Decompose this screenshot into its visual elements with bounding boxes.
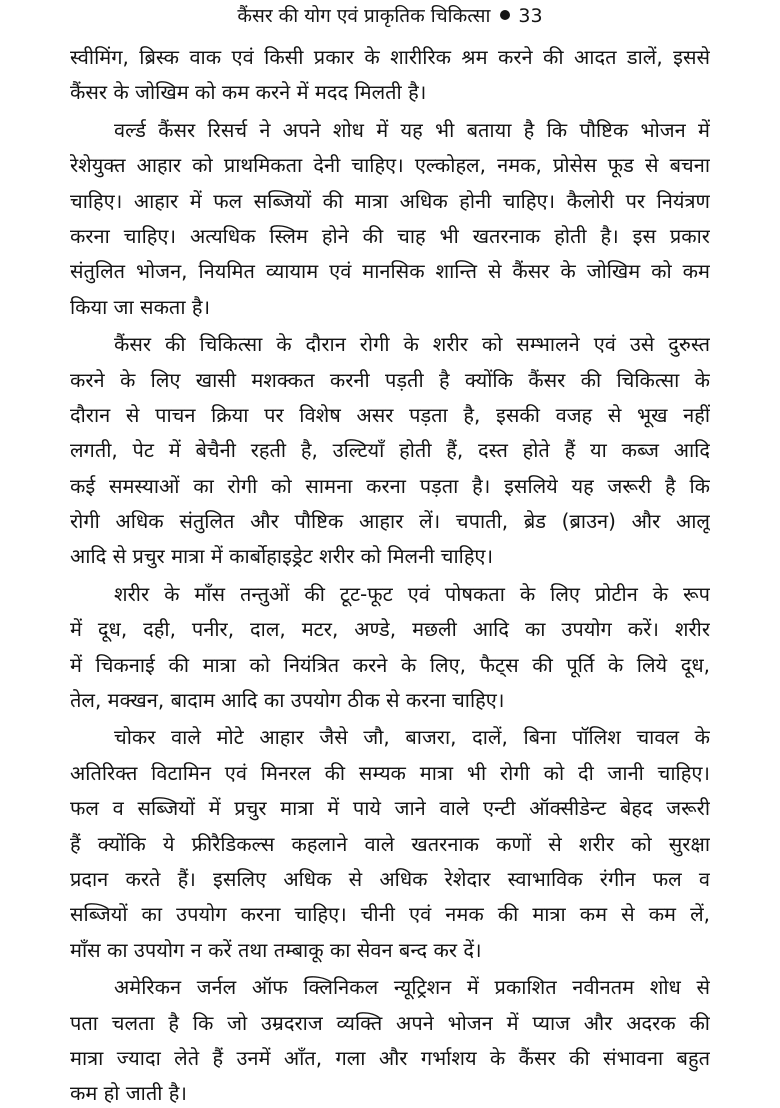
text-line: कम हो जाती है।: [70, 1081, 187, 1106]
text-line: कैंसर के जोखिम को कम करने में मदद मिलती है।: [70, 80, 427, 105]
book-title: कैंसर की योग एवं प्राकृतिक चिकित्सा: [237, 5, 491, 27]
text-line: अमेरिकन जर्नल ऑफ क्लिनिकल न्यूट्रिशन में प्रकाशित नवीनतम शोध से: [114, 975, 710, 1000]
text-line: अतिरिक्त विटामिन एवं मिनरल की सम्यक मात्रा भी रोगी को दी जानी चाहिए।: [70, 760, 710, 785]
text-line: चाहिए। आहार में फल सब्जियों की मात्रा अधिक होनी चाहिए। कैलोरी पर नियंत्रण: [70, 188, 710, 213]
text-line: मात्रा ज्यादा लेते हैं उनमें आँत, गला और गर्भाशय के कैंसर की संभावना बहुत: [70, 1045, 710, 1070]
page-number: 33: [518, 5, 543, 27]
text-line: कई समस्याओं का रोगी को सामना करना पड़ता है। इसलिये यह जरूरी है कि: [70, 473, 710, 498]
text-line: कैंसर की चिकित्सा के दौरान रोगी के शरीर को सम्भालने एवं उसे दुरुस्त: [114, 332, 710, 357]
text-line: शरीर के माँस तन्तुओं की टूट-फूट एवं पोषकता के लिए प्रोटीन के रूप: [114, 581, 710, 606]
text-line: लगती, पेट में बेचैनी रहती है, उल्टियाँ होती हैं, दस्त होते हैं या कब्ज आदि: [70, 438, 710, 463]
text-line: सब्जियों का उपयोग करना चाहिए। चीनी एवं नमक की मात्रा कम से कम लें,: [70, 902, 710, 927]
paragraph: [70, 970, 710, 1108]
text-line: तेल, मक्खन, बादाम आदि का उपयोग ठीक से करना चाहिए।: [70, 688, 505, 713]
text-line: पता चलता है कि जो उम्रदराज व्यक्ति अपने भोजन में प्याज और अदरक की: [70, 1010, 710, 1035]
text-line: किया जा सकता है।: [70, 294, 211, 319]
text-line: प्रदान करते हैं। इसलिए अधिक से अधिक रेशेदार स्वाभाविक रंगीन फल व: [70, 866, 710, 891]
text-line: चोकर वाले मोटे आहार जैसे जौ, बाजरा, दालें, बिना पॉलिश चावल के: [114, 725, 710, 750]
body-text: [70, 40, 710, 1108]
text-line: में चिकनाई की मात्रा को नियंत्रित करने के लिए, फैट्स की पूर्ति के लिये दूध,: [70, 652, 710, 677]
text-line: रेशेयुक्त आहार को प्राथमिकता देनी चाहिए। एल्कोहल, नमक, प्रोसेस फूड से बचना: [70, 153, 710, 178]
text-line: में दूध, दही, पनीर, दाल, मटर, अण्डे, मछली आदि का उपयोग करें। शरीर: [70, 617, 710, 642]
running-header: [0, 4, 780, 28]
text-line: करने के लिए खासी मशक्कत करनी पड़ती है क्योंकि कैंसर की चिकित्सा के: [70, 367, 710, 392]
text-line: स्वीमिंग, ब्रिस्क वाक एवं किसी प्रकार के शारीरिक श्रम करने की आदत डालें, इससे: [70, 45, 710, 69]
paragraph: [70, 113, 710, 325]
text-line: माँस का उपयोग न करें तथा तम्बाकू का सेवन बन्द कर दें।: [70, 937, 482, 962]
paragraph: [70, 577, 710, 719]
text-line: संतुलित भोजन, नियमित व्यायाम एवं मानसिक शान्ति से कैंसर के जोखिम को कम: [70, 259, 710, 284]
bullet-separator-icon: [500, 10, 510, 20]
text-line: हैं क्योंकि ये फ्रीरैडिकल्स कहलाने वाले खतरनाक कणों से शरीर को सुरक्षा: [70, 831, 710, 856]
text-line: करना चाहिए। अत्यधिक स्लिम होने की चाह भी खतरनाक होती है। इस प्रकार: [70, 223, 710, 248]
text-line: दौरान से पाचन क्रिया पर विशेष असर पड़ता है, इसकी वजह से भूख नहीं: [70, 402, 710, 427]
text-line: आदि से प्रचुर मात्रा में कार्बोहाइड्रेट शरीर को मिलनी चाहिए।: [70, 544, 494, 569]
text-line: फल व सब्जियों में प्रचुर मात्रा में पाये जाने वाले एन्टी ऑक्सीडेन्ट बेहद जरूरी: [70, 796, 710, 821]
paragraph: [70, 327, 710, 575]
paragraph: [70, 720, 710, 968]
paragraph: [70, 40, 710, 111]
text-line: रोगी अधिक संतुलित और पौष्टिक आहार लें। चपाती, ब्रेड (ब्राउन) और आलू: [70, 509, 710, 534]
text-line: वर्ल्ड कैंसर रिसर्च ने अपने शोध में यह भी बताया है कि पौष्टिक भोजन में: [114, 117, 710, 142]
